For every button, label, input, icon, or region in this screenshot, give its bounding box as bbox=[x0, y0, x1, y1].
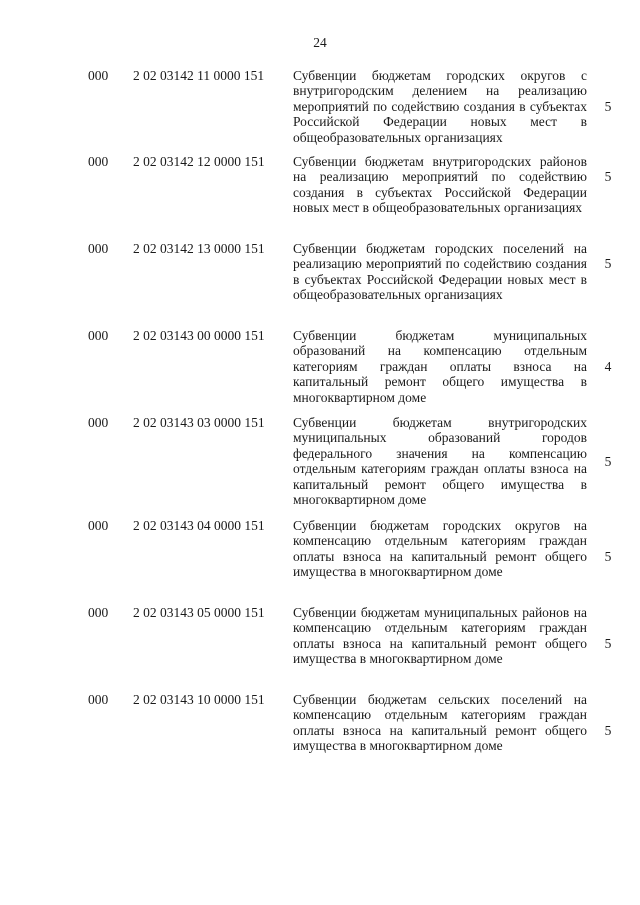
budget-classification-code: 2 02 03143 04 0000 151 bbox=[133, 518, 265, 533]
budget-classification-code: 2 02 03143 05 0000 151 bbox=[133, 605, 265, 620]
budget-classification-code: 2 02 03143 10 0000 151 bbox=[133, 692, 265, 707]
admin-code: 000 bbox=[88, 518, 109, 533]
income-description: Субвенции бюджетам муниципальных образований на компенсацию отдельным категориям граждан оплаты взноса на капитальный ремонт общего имущества в многоквартирном доме bbox=[293, 328, 587, 405]
budget-classification-code: 2 02 03142 13 0000 151 bbox=[133, 241, 265, 256]
income-description: Субвенции бюджетам городских поселений на реализацию мероприятий по содействию создания в субъектах Российской Федерации новых мест в общеобразовательных организациях bbox=[293, 241, 587, 303]
amount-value: 5 bbox=[604, 256, 612, 271]
amount-value: 5 bbox=[604, 549, 612, 564]
amount-value: 5 bbox=[604, 99, 612, 114]
budget-classification-code: 2 02 03143 00 0000 151 bbox=[133, 328, 265, 343]
budget-classification-code: 2 02 03143 03 0000 151 bbox=[133, 415, 265, 430]
amount-value: 4 bbox=[604, 359, 612, 374]
amount-value: 5 bbox=[604, 454, 612, 469]
income-description: Субвенции бюджетам внутригородских муниципальных образований городов федерального значения на компенсацию отдельным категориям граждан оплаты взноса на капитальный ремонт общего имущества в многоквартирном доме bbox=[293, 415, 587, 508]
income-description: Субвенции бюджетам сельских поселений на компенсацию отдельным категориям граждан оплаты взноса на капитальный ремонт общего имущества в многоквартирном доме bbox=[293, 692, 587, 754]
income-description: Субвенции бюджетам городских округов с внутригородским делением на реализацию мероприятий по содействию создания в субъектах Российской Федерации новых мест в общеобразовательных организациях bbox=[293, 68, 587, 145]
amount-value: 5 bbox=[604, 723, 612, 738]
budget-classification-code: 2 02 03142 11 0000 151 bbox=[133, 68, 265, 83]
income-description: Субвенции бюджетам внутригородских районов на реализацию мероприятий по содействию создания в субъектах Российской Федерации новых мест в общеобразовательных организациях bbox=[293, 154, 587, 216]
budget-classification-code: 2 02 03142 12 0000 151 bbox=[133, 154, 265, 169]
page-number: 24 bbox=[313, 35, 327, 50]
admin-code: 000 bbox=[88, 692, 109, 707]
amount-value: 5 bbox=[604, 169, 612, 184]
income-description: Субвенции бюджетам муниципальных районов на компенсацию отдельным категориям граждан оплаты взноса на капитальный ремонт общего имущества в многоквартирном доме bbox=[293, 605, 587, 667]
admin-code: 000 bbox=[88, 415, 109, 430]
amount-value: 5 bbox=[604, 636, 612, 651]
admin-code: 000 bbox=[88, 328, 109, 343]
admin-code: 000 bbox=[88, 241, 109, 256]
admin-code: 000 bbox=[88, 605, 109, 620]
admin-code: 000 bbox=[88, 68, 109, 83]
income-description: Субвенции бюджетам городских округов на компенсацию отдельным категориям граждан оплаты взноса на капитальный ремонт общего имущества в многоквартирном доме bbox=[293, 518, 587, 580]
admin-code: 000 bbox=[88, 154, 109, 169]
